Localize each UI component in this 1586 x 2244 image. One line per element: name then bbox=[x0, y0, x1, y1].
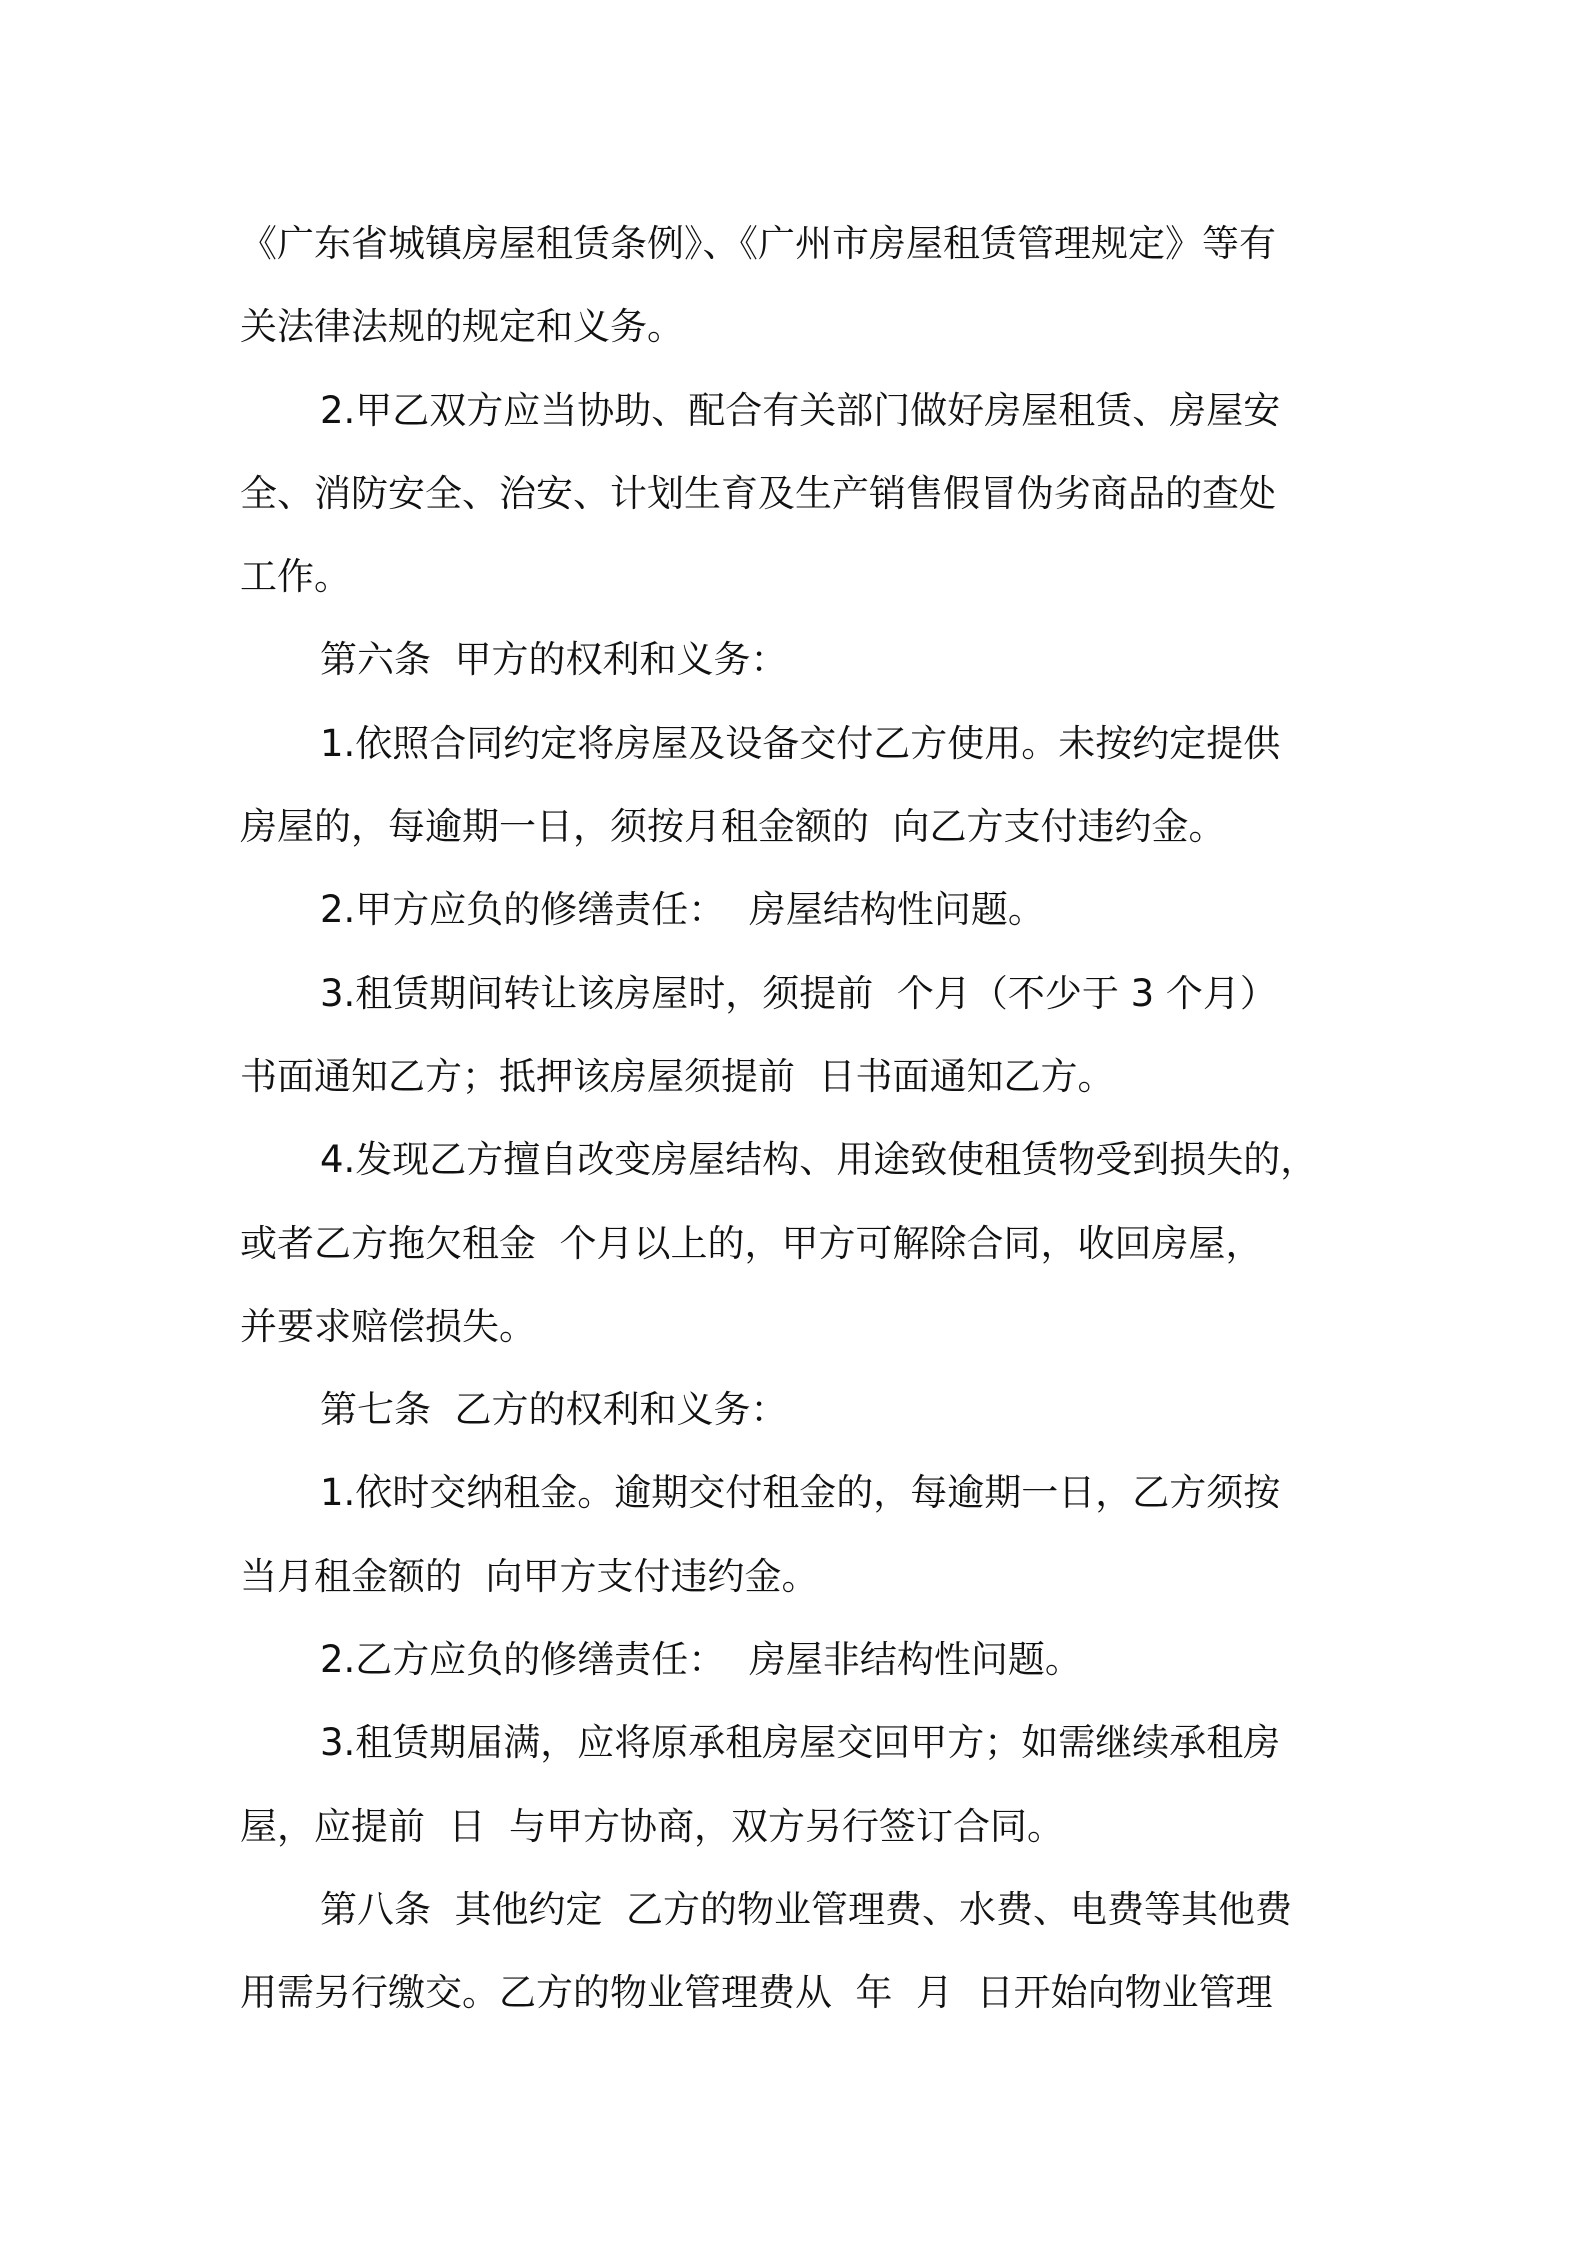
text-line: 关法律法规的规定和义务。 bbox=[240, 305, 684, 349]
text-line: 当月租金额的 向甲方支付违约金。 bbox=[240, 1554, 819, 1598]
text-line: 全、消防安全、治安、计划生育及生产销售假冒伪劣商品的查处 bbox=[240, 471, 1276, 515]
text-line: 3.租赁期届满，应将原承租房屋交回甲方；如需继续承租房 bbox=[320, 1721, 1281, 1765]
text-line: 或者乙方拖欠租金 个月以上的，甲方可解除合同，收回房屋， bbox=[240, 1221, 1263, 1265]
article-heading: 第六条 甲方的权利和义务： bbox=[320, 638, 788, 682]
text-line: 3.租赁期间转让该房屋时，须提前 个月（不少于 3 个月） bbox=[320, 971, 1277, 1015]
article-heading: 第七条 乙方的权利和义务： bbox=[320, 1388, 788, 1432]
text-line: 并要求赔偿损失。 bbox=[240, 1304, 536, 1348]
text-line: 2.甲方应负的修缮责任： 房屋结构性问题。 bbox=[320, 888, 1045, 932]
text-line: 工作。 bbox=[240, 555, 351, 599]
contract-body bbox=[240, 202, 1420, 2035]
article-heading: 第八条 其他约定 乙方的物业管理费、水费、电费等其他费 bbox=[320, 1887, 1293, 1931]
text-line: 《广东省城镇房屋租赁条例》、《广州市房屋租赁管理规定》等有 bbox=[240, 222, 1276, 265]
text-line: 2.乙方应负的修缮责任： 房屋非结构性问题。 bbox=[320, 1638, 1082, 1682]
text-line: 用需另行缴交。乙方的物业管理费从 年 月 日开始向物业管理 bbox=[240, 1971, 1273, 2015]
text-line: 4.发现乙方擅自改变房屋结构、用途致使租赁物受到损失的， bbox=[320, 1138, 1318, 1182]
text-line: 1.依时交纳租金。逾期交付租金的，每逾期一日，乙方须按 bbox=[320, 1471, 1281, 1515]
text-line: 书面通知乙方；抵押该房屋须提前 日书面通知乙方。 bbox=[240, 1054, 1115, 1098]
text-line: 1.依照合同约定将房屋及设备交付乙方使用。未按约定提供 bbox=[320, 721, 1281, 765]
text-line: 屋，应提前 日 与甲方协商，双方另行签订合同。 bbox=[240, 1804, 1065, 1848]
text-line: 2.甲乙双方应当协助、配合有关部门做好房屋租赁、房屋安 bbox=[320, 388, 1281, 432]
text-line: 房屋的，每逾期一日，须按月租金额的 向乙方支付违约金。 bbox=[240, 805, 1226, 849]
